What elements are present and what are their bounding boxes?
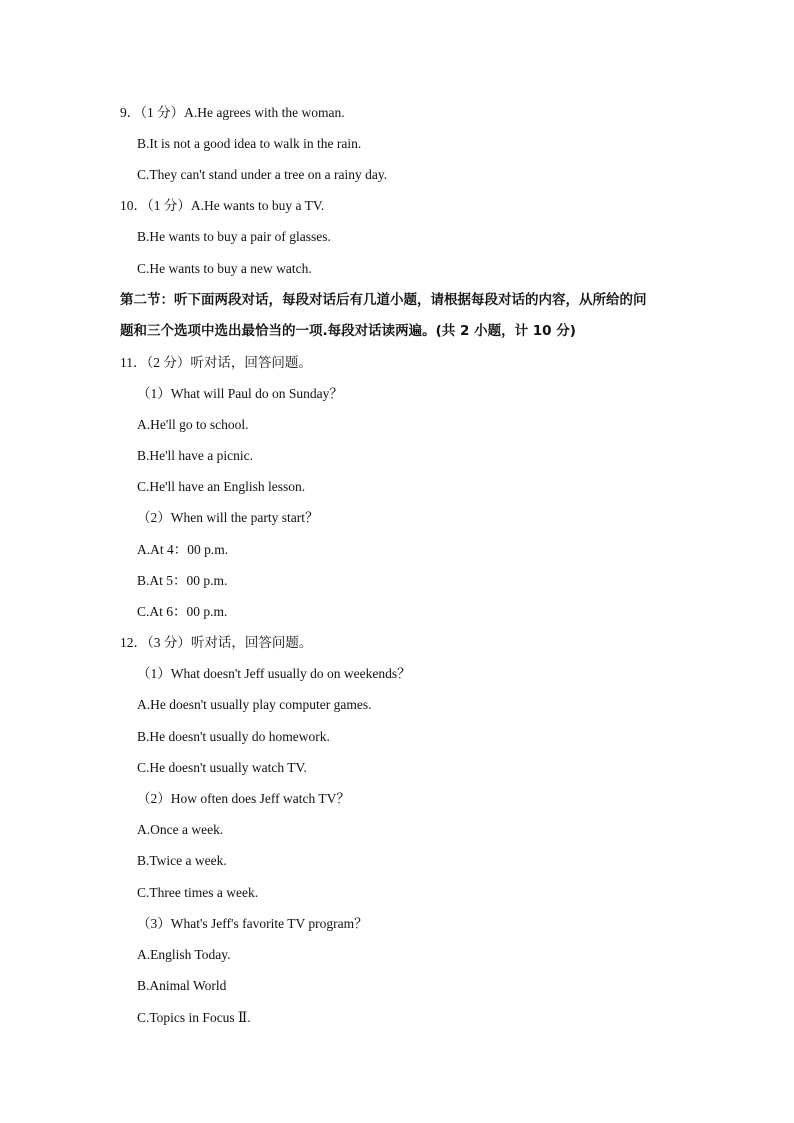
question-9-stem: 9．（1 分）A.He agrees with the woman. xyxy=(120,105,345,120)
question-11-sub-1-option-a: A.He'll go to school. xyxy=(137,417,249,432)
question-12-sub-1-option-a: A.He doesn't usually play computer games. xyxy=(137,697,372,712)
question-10-stem: 10．（1 分）A.He wants to buy a TV. xyxy=(120,198,325,213)
question-9-option-c: C.They can't stand under a tree on a rainy day. xyxy=(137,167,388,182)
question-12-sub-2-option-b: B.Twice a week. xyxy=(137,853,227,868)
question-11-sub-1: （1）What will Paul do on Sunday？ xyxy=(137,386,343,401)
question-12-sub-1-option-b: B.He doesn't usually do homework. xyxy=(137,729,330,744)
question-12-sub-2-option-a: A.Once a week. xyxy=(137,822,224,837)
question-12-sub-1: （1）What doesn't Jeff usually do on weekends？ xyxy=(137,666,411,681)
section-2-instructions-line-2: 题和三个选项中选出最恰当的一项.每段对话读两遍。(共 2 小题，计 10 分) xyxy=(120,323,576,339)
question-12-sub-2: （2）How often does Jeff watch TV？ xyxy=(137,791,350,806)
question-11-sub-1-option-b: B.He'll have a picnic. xyxy=(137,448,254,463)
question-10-option-b: B.He wants to buy a pair of glasses. xyxy=(137,229,331,244)
question-11-sub-2-option-c: C.At 6：00 p.m. xyxy=(137,604,228,619)
question-12-sub-1-option-c: C.He doesn't usually watch TV. xyxy=(137,760,307,775)
question-9-option-b: B.It is not a good idea to walk in the rain. xyxy=(137,136,362,151)
question-11-sub-1-option-c: C.He'll have an English lesson. xyxy=(137,479,306,494)
question-12-sub-2-option-c: C.Three times a week. xyxy=(137,885,259,900)
question-12-sub-3: （3）What's Jeff's favorite TV program？ xyxy=(137,916,368,931)
question-10-option-c: C.He wants to buy a new watch. xyxy=(137,261,312,276)
question-11-stem: 11．（2 分）听对话，回答问题。 xyxy=(120,355,312,370)
question-11-sub-2-option-a: A.At 4：00 p.m. xyxy=(137,542,229,557)
question-12-sub-3-option-b: B.Animal World xyxy=(137,978,227,993)
question-11-sub-2: （2）When will the party start？ xyxy=(137,510,319,525)
section-2-instructions-line-1: 第二节：听下面两段对话，每段对话后有几道小题，请根据每段对话的内容，从所给的问 xyxy=(120,292,647,308)
question-11-sub-2-option-b: B.At 5：00 p.m. xyxy=(137,573,228,588)
question-12-stem: 12．（3 分）听对话，回答问题。 xyxy=(120,635,313,650)
question-12-sub-3-option-c: C.Topics in Focus Ⅱ. xyxy=(137,1010,251,1025)
question-12-sub-3-option-a: A.English Today. xyxy=(137,947,231,962)
